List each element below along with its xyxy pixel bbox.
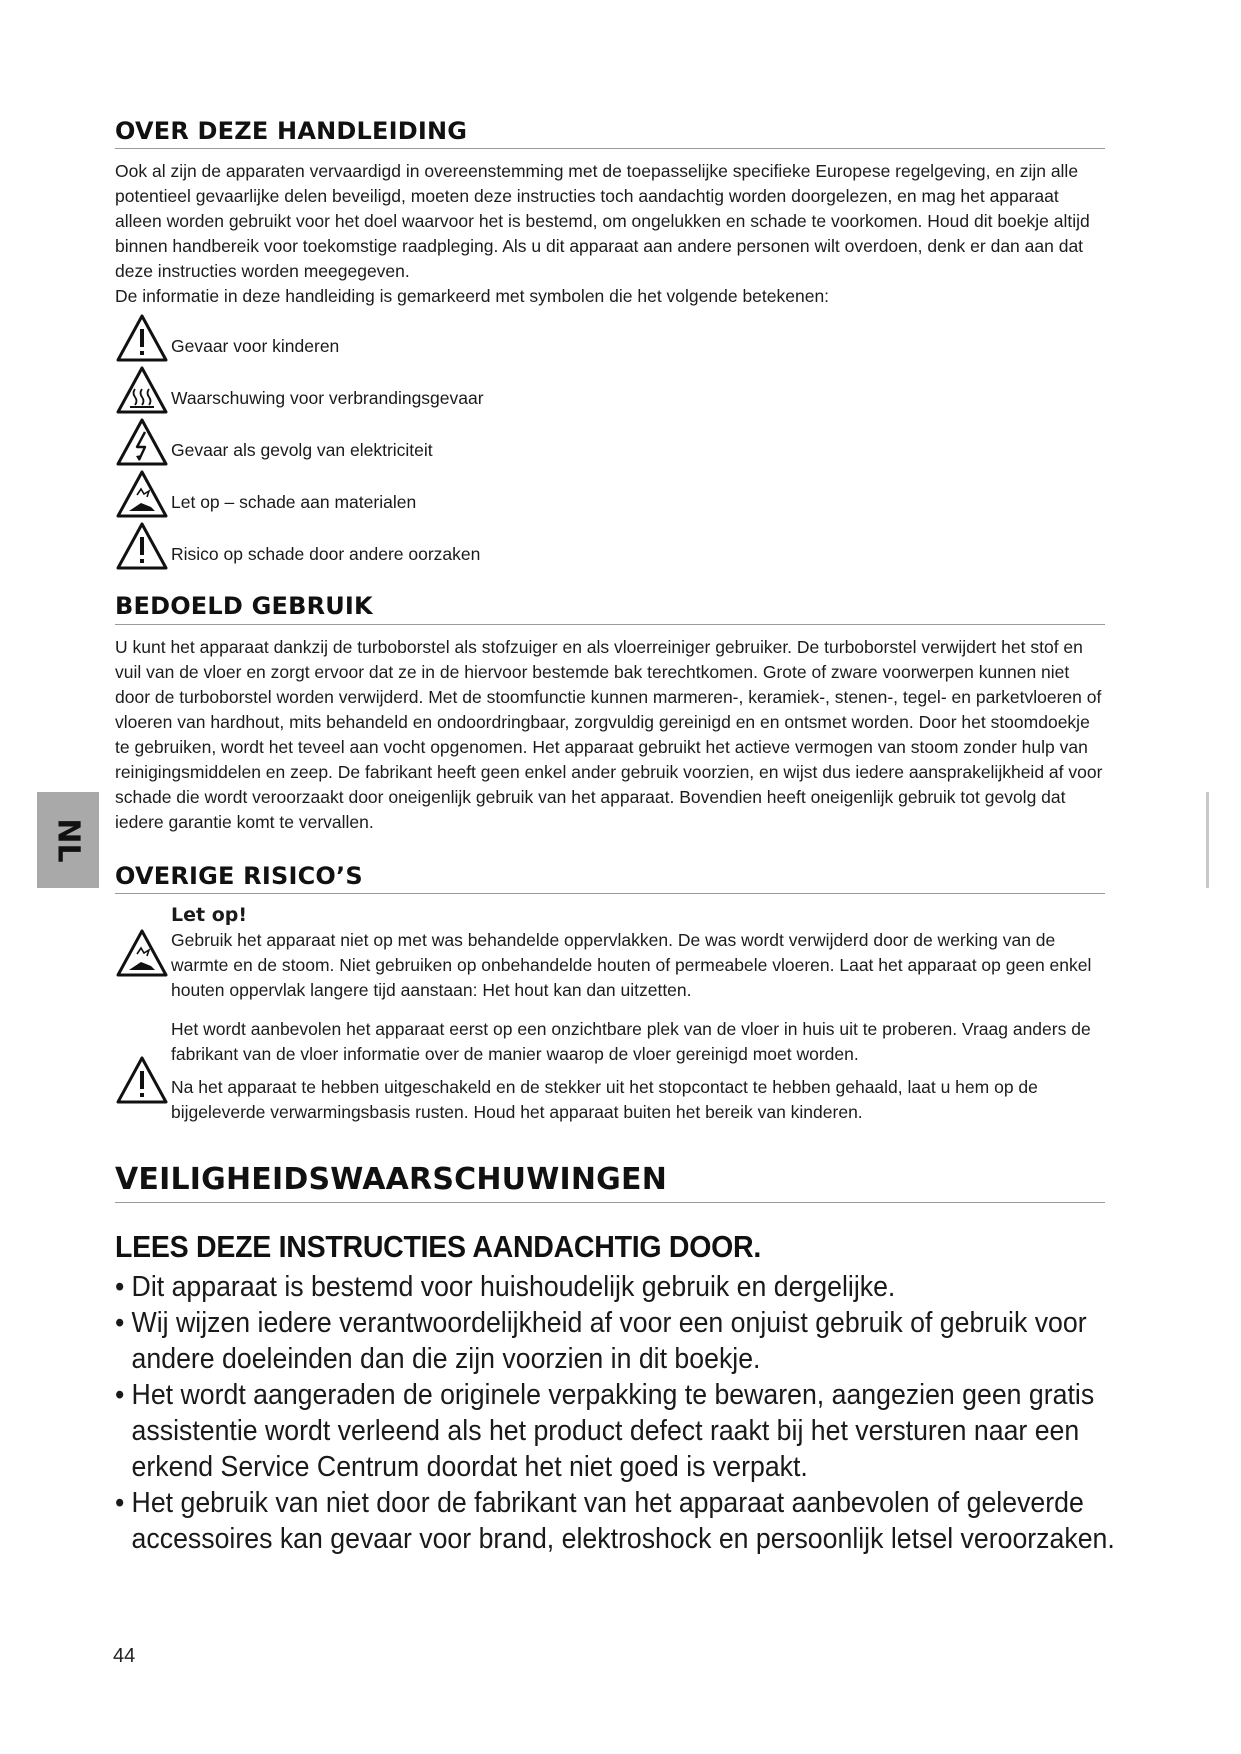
list-item-text: Wij wijzen iedere verantwoordelijkheid af voor een onjuist gebruik of gebruik voor andere doeleinden dan die zijn voorzien in dit boekje. <box>131 1307 1087 1376</box>
symbol-legend <box>115 311 1105 571</box>
bullet-mark: • <box>115 1307 125 1340</box>
symbol-label: Risico op schade door andere oorzaken <box>171 544 481 565</box>
list-item <box>115 1485 1121 1557</box>
risk-paragraph-storage: Na het apparaat te hebben uitgeschakeld en de stekker uit het stopcontact te hebben gehaald, laat u hem op de bijgeleverde verwarmingsbasis rusten. Houd het apparaat buiten het bereik van kinderen. <box>171 1077 1038 1123</box>
warning-exclamation-icon <box>115 1055 169 1105</box>
symbol-row <box>115 467 1105 519</box>
symbol-label: Gevaar als gevolg van elektriciteit <box>171 440 433 461</box>
risk-block-attention <box>115 904 1105 1011</box>
page-edge-mark <box>1206 792 1209 888</box>
attention-title: Let op! <box>171 904 248 927</box>
risk-text <box>171 904 1105 1011</box>
electric-hazard-icon <box>115 417 169 467</box>
bullet-mark: • <box>115 1271 125 1304</box>
safety-subheading: LEES DEZE INSTRUCTIES AANDACHTIG DOOR. <box>115 1229 762 1265</box>
other-risks-heading: OVERIGE RISICO’S <box>115 863 1105 894</box>
symbol-row <box>115 311 1105 363</box>
list-item-text: Het wordt aangeraden de originele verpakking te bewaren, aangezien geen gratis assistentie wordt verleend als het product defect raakt bij het versturen naar een erkend Service Centrum doordat het niet goed is verpakt. <box>131 1379 1095 1484</box>
risk-icon-wrap <box>115 904 171 1011</box>
language-tab <box>37 792 99 888</box>
page-content <box>115 117 1115 1557</box>
bullet-mark: • <box>115 1379 125 1412</box>
bullet-mark: • <box>115 1487 125 1520</box>
safety-list <box>115 1269 1115 1557</box>
risk-text <box>171 1017 1105 1133</box>
page-number: 44 <box>113 1645 136 1667</box>
list-item <box>115 1377 1121 1485</box>
symbol-label: Waarschuwing voor verbrandingsgevaar <box>171 388 484 409</box>
intended-use-heading: BEDOELD GEBRUIK <box>115 593 1105 624</box>
list-item-text: Het gebruik van niet door de fabrikant van het apparaat aanbevolen of geleverde accessoires kan gevaar voor brand, elektroshock en persoonlijk letsel veroorzaken. <box>131 1487 1115 1556</box>
language-tab-label: NL <box>50 817 86 863</box>
list-item <box>115 1305 1121 1377</box>
safety-heading: VEILIGHEIDSWAARSCHUWINGEN <box>115 1163 1105 1203</box>
material-damage-icon <box>115 469 169 519</box>
risk-icon-wrap <box>115 1017 171 1133</box>
intended-use-paragraph: U kunt het apparaat dankzij de turboborstel als stofzuiger en als vloerreiniger gebruiker. De turboborstel verwijdert het stof en vuil van de vloer en zorgt ervoor dat ze in de hiervoor bestemde bak terechtkomen. Grote of zware voorwerpen kunnen niet door de turboborstel worden verwijderd. Met de stoomfunctie kunnen marmeren-, keramiek-, stenen-, tegel- en parketvloeren of vloeren van hardhout, mits behandeld en ondoordringbaar, zorgvuldig gereinigd en en ontsmet worden. Door het stoomdoekje te gebruiken, wordt het teveel aan vocht opgenomen. Het apparaat gebruikt het actieve vermogen van stoom zonder hulp van reinigingsmiddelen en zeep. De fabrikant heeft geen enkel ander gebruik voorzien, en wijst dus iedere aansprakelijkheid af voor schade die wordt veroorzaakt door oneigenlijk gebruik van het apparaat. Bovendien heeft oneigenlijk gebruik tot gevolg dat iedere garantie komt te vervallen. <box>115 636 1103 832</box>
symbol-row <box>115 519 1105 571</box>
list-item <box>115 1269 1121 1305</box>
burn-hazard-icon <box>115 365 169 415</box>
risk-paragraph-wax: Gebruik het apparaat niet op met was behandelde oppervlakken. De was wordt verwijderd door de werking van de warmte en de stoom. Niet gebruiken op onbehandelde houten of permeabele vloeren. Laat het apparaat op geen enkel houten oppervlak langere tijd aanstaan: Het hout kan dan uitzetten. <box>171 930 1092 1001</box>
symbol-row <box>115 363 1105 415</box>
symbol-label: Gevaar voor kinderen <box>171 336 340 357</box>
risk-block-general <box>115 1017 1105 1133</box>
symbols-intro: De informatie in deze handleiding is gemarkeerd met symbolen die het volgende betekenen: <box>115 286 830 307</box>
about-paragraph: Ook al zijn de apparaten vervaardigd in overeenstemming met de toepasselijke specifieke Europese regelgeving, en zijn alle potentieel gevaarlijke delen beveiligd, moeten deze instructies toch aandachtig worden doorgelezen, en mag het apparaat alleen worden gebruikt voor het doel waarvoor het is bestemd, om ongelukken en schade te voorkomen. Houd dit boekje altijd binnen handbereik voor toekomstige raadpleging. Als u dit apparaat aan andere personen wilt overdoen, denk er dan aan dat deze instructies worden meegegeven. <box>115 161 1090 282</box>
about-heading: OVER DEZE HANDLEIDING <box>115 118 1105 149</box>
warning-exclamation-icon <box>115 313 169 363</box>
warning-exclamation-icon <box>115 521 169 571</box>
symbol-label: Let op – schade aan materialen <box>171 492 417 513</box>
risk-paragraph-test: Het wordt aanbevolen het apparaat eerst op een onzichtbare plek van de vloer in huis uit te proberen. Vraag anders de fabrikant van de vloer informatie over de manier waarop de vloer gereinigd moet worden. <box>171 1019 1091 1065</box>
material-damage-icon <box>115 928 169 978</box>
list-item-text: Dit apparaat is bestemd voor huishoudelijk gebruik en dergelijke. <box>131 1271 896 1304</box>
symbol-row <box>115 415 1105 467</box>
